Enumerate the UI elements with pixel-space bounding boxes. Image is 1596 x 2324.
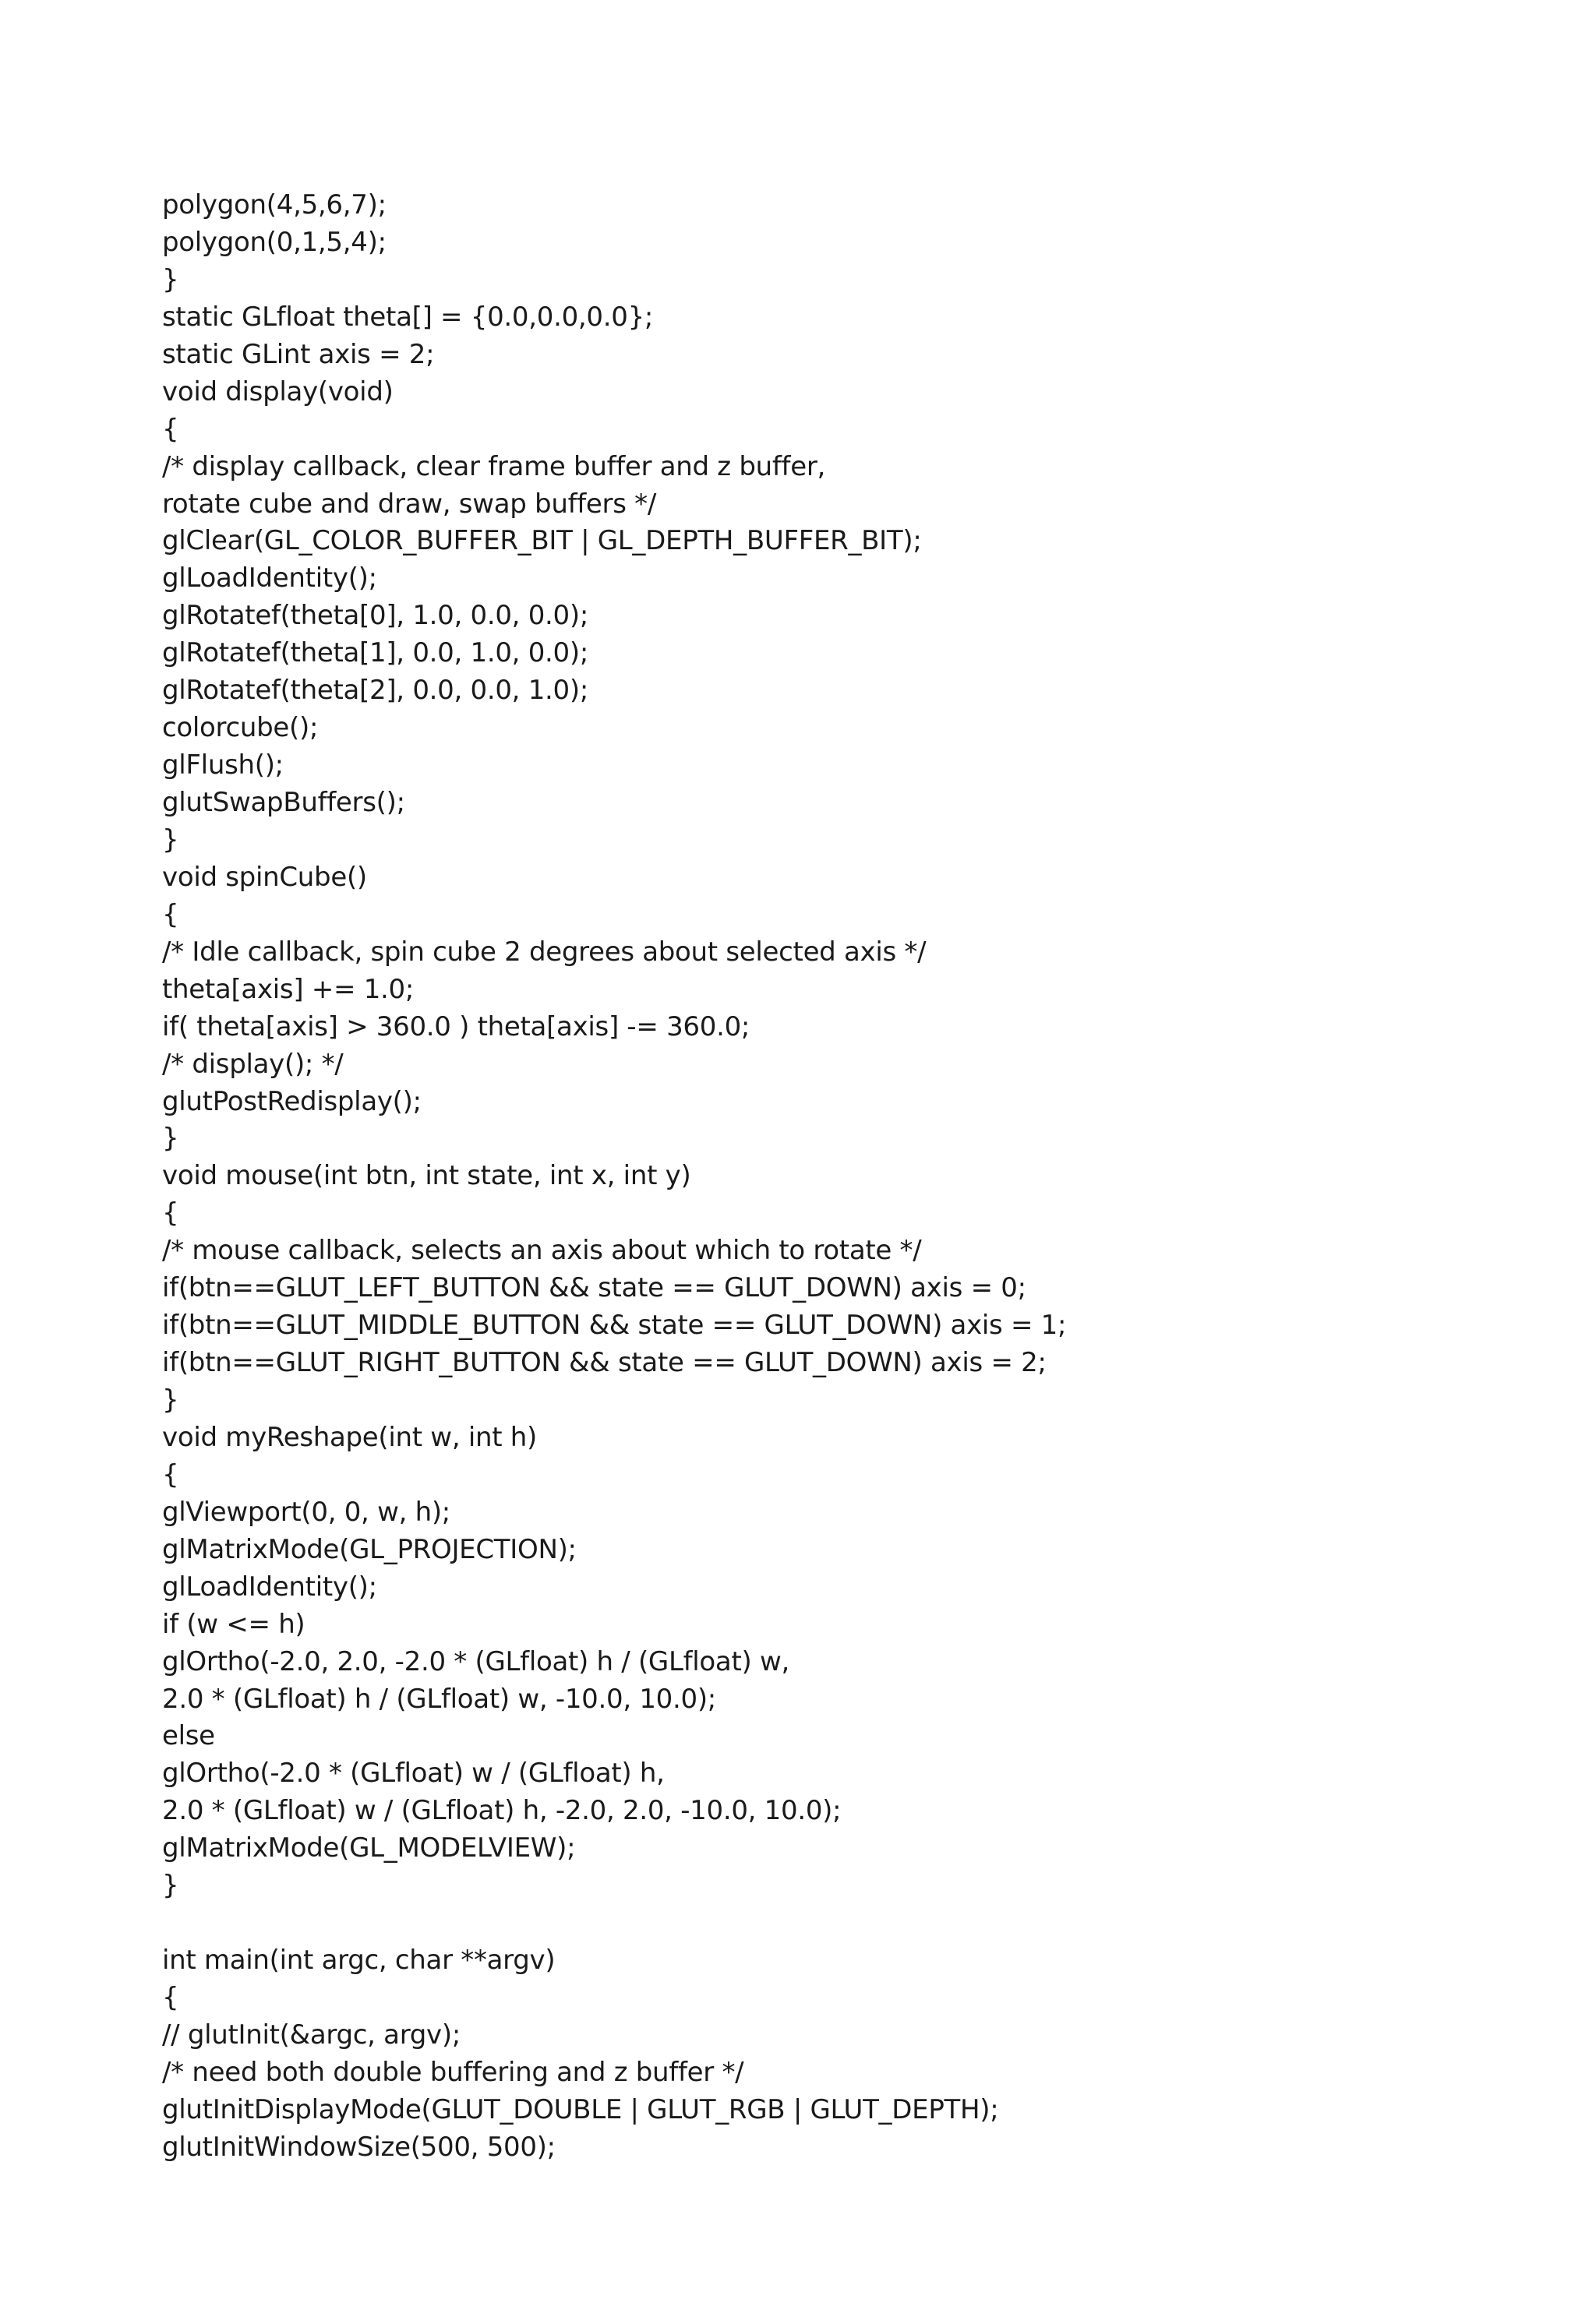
code-line: {	[162, 413, 179, 445]
code-line: glutSwapBuffers();	[162, 787, 405, 818]
code-line: glLoadIdentity();	[162, 562, 377, 594]
code-line: {	[162, 1982, 179, 2013]
code-line: glOrtho(-2.0 * (GLfloat) w / (GLfloat) h,	[162, 1758, 665, 1790]
code-line: else	[162, 1720, 215, 1752]
code-line: {	[162, 1458, 179, 1490]
code-line: // glutInit(&argc, argv);	[162, 2019, 461, 2051]
code-line: glRotatef(theta[0], 1.0, 0.0, 0.0);	[162, 600, 588, 632]
code-line: static GLfloat theta[] = {0.0,0.0,0.0};	[162, 301, 654, 333]
code-listing	[162, 187, 1487, 2167]
code-line: if( theta[axis] > 360.0 ) theta[axis] -= 360.0;	[162, 1010, 750, 1042]
code-line: /* Idle callback, spin cube 2 degrees about selected axis */	[162, 936, 927, 968]
code-line: int main(int argc, char **argv)	[162, 1945, 556, 1977]
code-line: }	[162, 823, 179, 855]
code-line: 2.0 * (GLfloat) h / (GLfloat) w, -10.0, 10.0);	[162, 1683, 716, 1715]
code-line: }	[162, 1384, 179, 1416]
code-line: static GLint axis = 2;	[162, 338, 435, 370]
code-line: theta[axis] += 1.0;	[162, 973, 415, 1005]
code-line: void mouse(int btn, int state, int x, int y)	[162, 1160, 691, 1192]
code-line: glutPostRedisplay();	[162, 1085, 422, 1117]
code-line: /* need both double buffering and z buffer */	[162, 2056, 744, 2088]
code-line: glLoadIdentity();	[162, 1571, 377, 1603]
code-line: polygon(4,5,6,7);	[162, 189, 387, 220]
code-line: rotate cube and draw, swap buffers */	[162, 488, 656, 520]
code-line: }	[162, 263, 179, 295]
code-line: if (w <= h)	[162, 1608, 305, 1640]
code-line: 2.0 * (GLfloat) w / (GLfloat) h, -2.0, 2.0, -10.0, 10.0);	[162, 1795, 842, 1827]
code-line: if(btn==GLUT_MIDDLE_BUTTON && state == GLUT_DOWN) axis = 1;	[162, 1310, 1067, 1342]
code-line: if(btn==GLUT_RIGHT_BUTTON && state == GLUT_DOWN) axis = 2;	[162, 1347, 1047, 1379]
code-line: void display(void)	[162, 376, 394, 407]
code-line: colorcube();	[162, 712, 319, 744]
code-line: glFlush();	[162, 749, 284, 781]
code-line: glRotatef(theta[1], 0.0, 1.0, 0.0);	[162, 637, 588, 669]
code-line: glMatrixMode(GL_MODELVIEW);	[162, 1832, 576, 1864]
code-line: void spinCube()	[162, 861, 367, 893]
code-line: /* display(); */	[162, 1048, 344, 1080]
code-line: /* mouse callback, selects an axis about which to rotate */	[162, 1235, 922, 1267]
code-line	[162, 1905, 1487, 1942]
code-line: polygon(0,1,5,4);	[162, 226, 387, 258]
code-line: glMatrixMode(GL_PROJECTION);	[162, 1533, 577, 1565]
code-line: glRotatef(theta[2], 0.0, 0.0, 1.0);	[162, 675, 588, 707]
code-line: glutInitDisplayMode(GLUT_DOUBLE | GLUT_RGB | GLUT_DEPTH);	[162, 2093, 999, 2125]
code-line: /* display callback, clear frame buffer and z buffer,	[162, 450, 826, 482]
code-line: {	[162, 1197, 179, 1229]
code-line: glutInitWindowSize(500, 500);	[162, 2131, 556, 2163]
code-line: }	[162, 1123, 179, 1155]
code-line: glOrtho(-2.0, 2.0, -2.0 * (GLfloat) h / (GLfloat) w,	[162, 1645, 789, 1677]
code-line: void myReshape(int w, int h)	[162, 1421, 537, 1453]
code-line: glClear(GL_COLOR_BUFFER_BIT | GL_DEPTH_BUFFER_BIT);	[162, 525, 922, 557]
code-line: glViewport(0, 0, w, h);	[162, 1496, 450, 1528]
code-line: if(btn==GLUT_LEFT_BUTTON && state == GLUT_DOWN) axis = 0;	[162, 1272, 1026, 1304]
code-line: }	[162, 1870, 179, 1902]
code-line: {	[162, 898, 179, 930]
